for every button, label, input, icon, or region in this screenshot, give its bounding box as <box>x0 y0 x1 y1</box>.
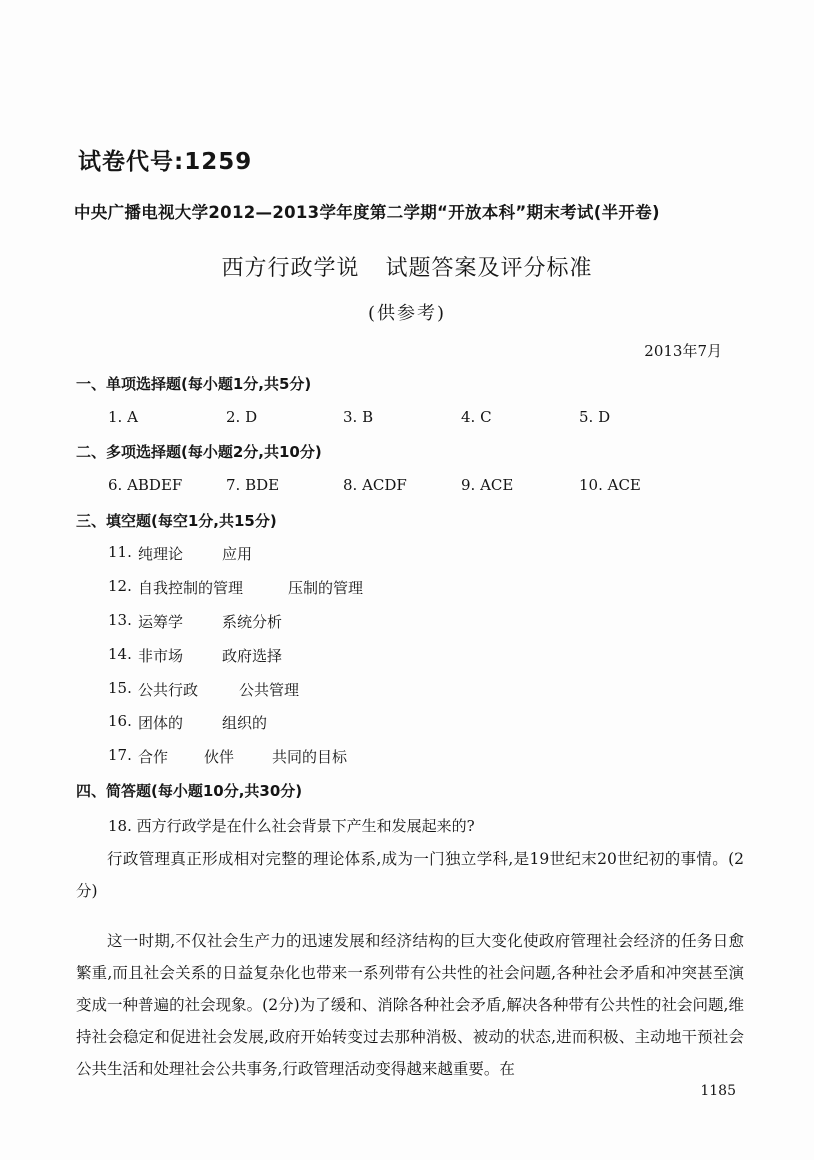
answer-blank: 公共管理 <box>239 681 300 699</box>
section-3-heading: 三、填空题(每空1分,共15分) <box>76 512 277 530</box>
item-number: 17. <box>108 746 132 764</box>
answer-blank: 政府选择 <box>222 647 283 665</box>
answer-item: 6. ABDEF <box>108 476 183 494</box>
answer-item: 10. ACE <box>579 476 641 494</box>
answer-blank: 团体的 <box>138 714 184 732</box>
item-number: 16. <box>108 712 132 730</box>
answer-item: 3. B <box>343 408 374 426</box>
course-name: 西方行政学说 <box>221 256 360 281</box>
answer-blank: 组织的 <box>222 714 268 732</box>
answer-blank: 纯理论 <box>138 545 184 563</box>
answer-item: 9. ACE <box>461 476 514 494</box>
answer-blank: 自我控制的管理 <box>138 579 244 597</box>
answer-blank: 运筹学 <box>138 613 184 631</box>
answer-blank: 伙伴 <box>204 748 235 766</box>
section-4-heading: 四、简答题(每小题10分,共30分) <box>76 782 303 800</box>
answer-blank: 共同的目标 <box>272 748 348 766</box>
item-number: 13. <box>108 611 132 629</box>
answer-blank: 系统分析 <box>222 613 283 631</box>
item-number: 11. <box>108 543 132 561</box>
answer-item: 1. A <box>108 408 138 426</box>
document-title-rest: 试题答案及评分标准 <box>385 256 593 281</box>
answer-paragraph: 这一时期,不仅社会生产力的迅速发展和经济结构的巨大变化使政府管理社会经济的任务日愈繁重,而且社会关系的日益复杂化也带来一系列带有公共性的社会问题,各种社会矛盾和冲突甚至演变成一种普遍的社会现象。(2分)为了缓和、消除各种社会矛盾,解决各种带有公共性的社会问题,维持社会稳定和促进社会发展,政府开始转变过去那种消极、被动的状态,进而积极、主动地干预社会公共生活和处理社会公共事务,行政管理活动变得越来越重要。在 <box>76 932 744 1078</box>
answer-blank: 公共行政 <box>138 681 199 699</box>
question-18: 18. 西方行政学是在什么社会背景下产生和发展起来的? <box>108 817 475 835</box>
answer-body <box>76 843 744 1085</box>
answer-blank: 应用 <box>222 545 253 563</box>
item-number: 12. <box>108 577 132 595</box>
section-1-heading: 一、单项选择题(每小题1分,共5分) <box>76 375 312 393</box>
reference-note: (供参考) <box>367 303 447 324</box>
document-title <box>0 251 814 282</box>
answer-paragraph: 行政管理真正形成相对完整的理论体系,成为一门独立学科,是19世纪末20世纪初的事情。(2分) <box>76 850 744 900</box>
answer-blank: 非市场 <box>138 647 184 665</box>
item-number: 15. <box>108 679 132 697</box>
paper-code: 试卷代号:1259 <box>78 149 253 175</box>
item-number: 14. <box>108 645 132 663</box>
answer-item: 4. C <box>461 408 492 426</box>
answer-item: 7. BDE <box>226 476 280 494</box>
section-2-heading: 二、多项选择题(每小题2分,共10分) <box>76 443 322 461</box>
answer-blank: 合作 <box>138 748 169 766</box>
answer-item: 2. D <box>226 408 258 426</box>
answer-blank: 压制的管理 <box>288 579 364 597</box>
exam-date: 2013年7月 <box>644 342 722 360</box>
answer-item: 5. D <box>579 408 611 426</box>
page-number: 1185 <box>700 1083 736 1099</box>
exam-title: 中央广播电视大学2012—2013学年度第二学期“开放本科”期末考试(半开卷) <box>74 203 660 222</box>
answer-item: 8. ACDF <box>343 476 407 494</box>
